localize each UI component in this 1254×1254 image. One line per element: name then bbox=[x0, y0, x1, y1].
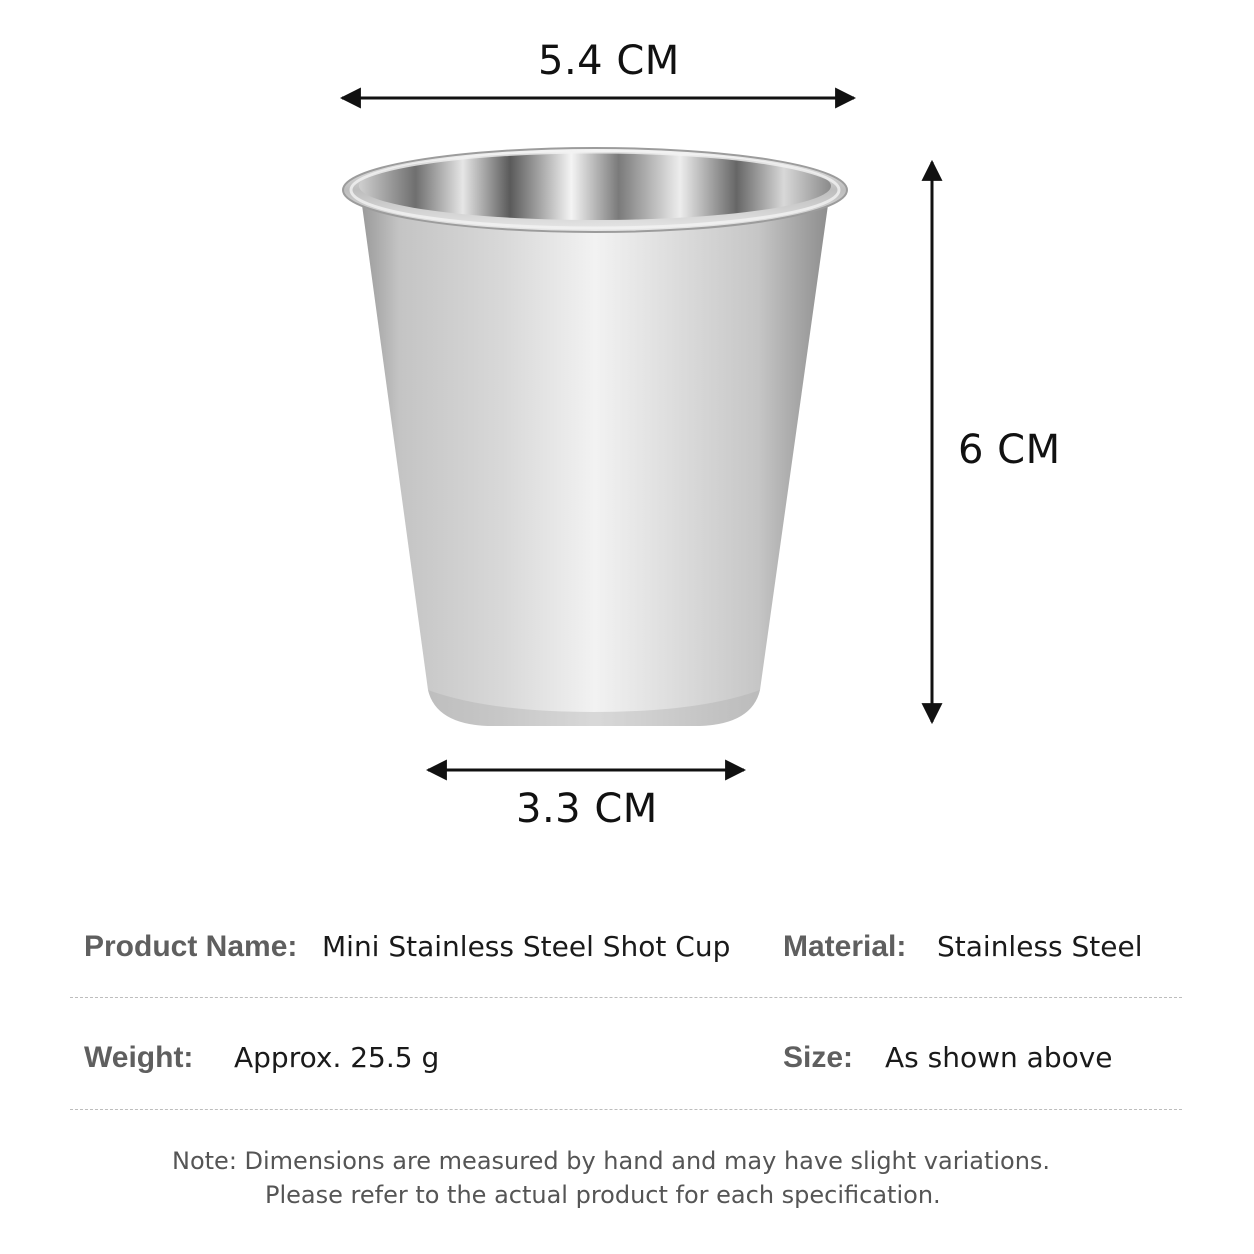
note-line-2: Please refer to the actual product for each specification. bbox=[265, 1181, 941, 1209]
material-value: Stainless Steel bbox=[937, 930, 1143, 963]
shot-cup-image bbox=[343, 148, 847, 726]
weight-value: Approx. 25.5 g bbox=[234, 1041, 440, 1074]
bottom-width-label: 3.3 CM bbox=[516, 786, 658, 832]
weight-label: Weight: bbox=[84, 1041, 194, 1074]
size-label: Size: bbox=[783, 1041, 854, 1074]
top-width-label: 5.4 CM bbox=[538, 38, 680, 84]
note-line-1: Note: Dimensions are measured by hand and may have slight variations. bbox=[172, 1147, 1051, 1175]
product-name-value: Mini Stainless Steel Shot Cup bbox=[322, 930, 731, 963]
material-label: Material: bbox=[783, 930, 907, 963]
spec-divider bbox=[70, 1109, 1182, 1110]
product-name-label: Product Name: bbox=[84, 930, 298, 963]
height-label: 6 CM bbox=[958, 427, 1061, 473]
spec-divider bbox=[70, 997, 1182, 998]
size-value: As shown above bbox=[885, 1041, 1113, 1074]
